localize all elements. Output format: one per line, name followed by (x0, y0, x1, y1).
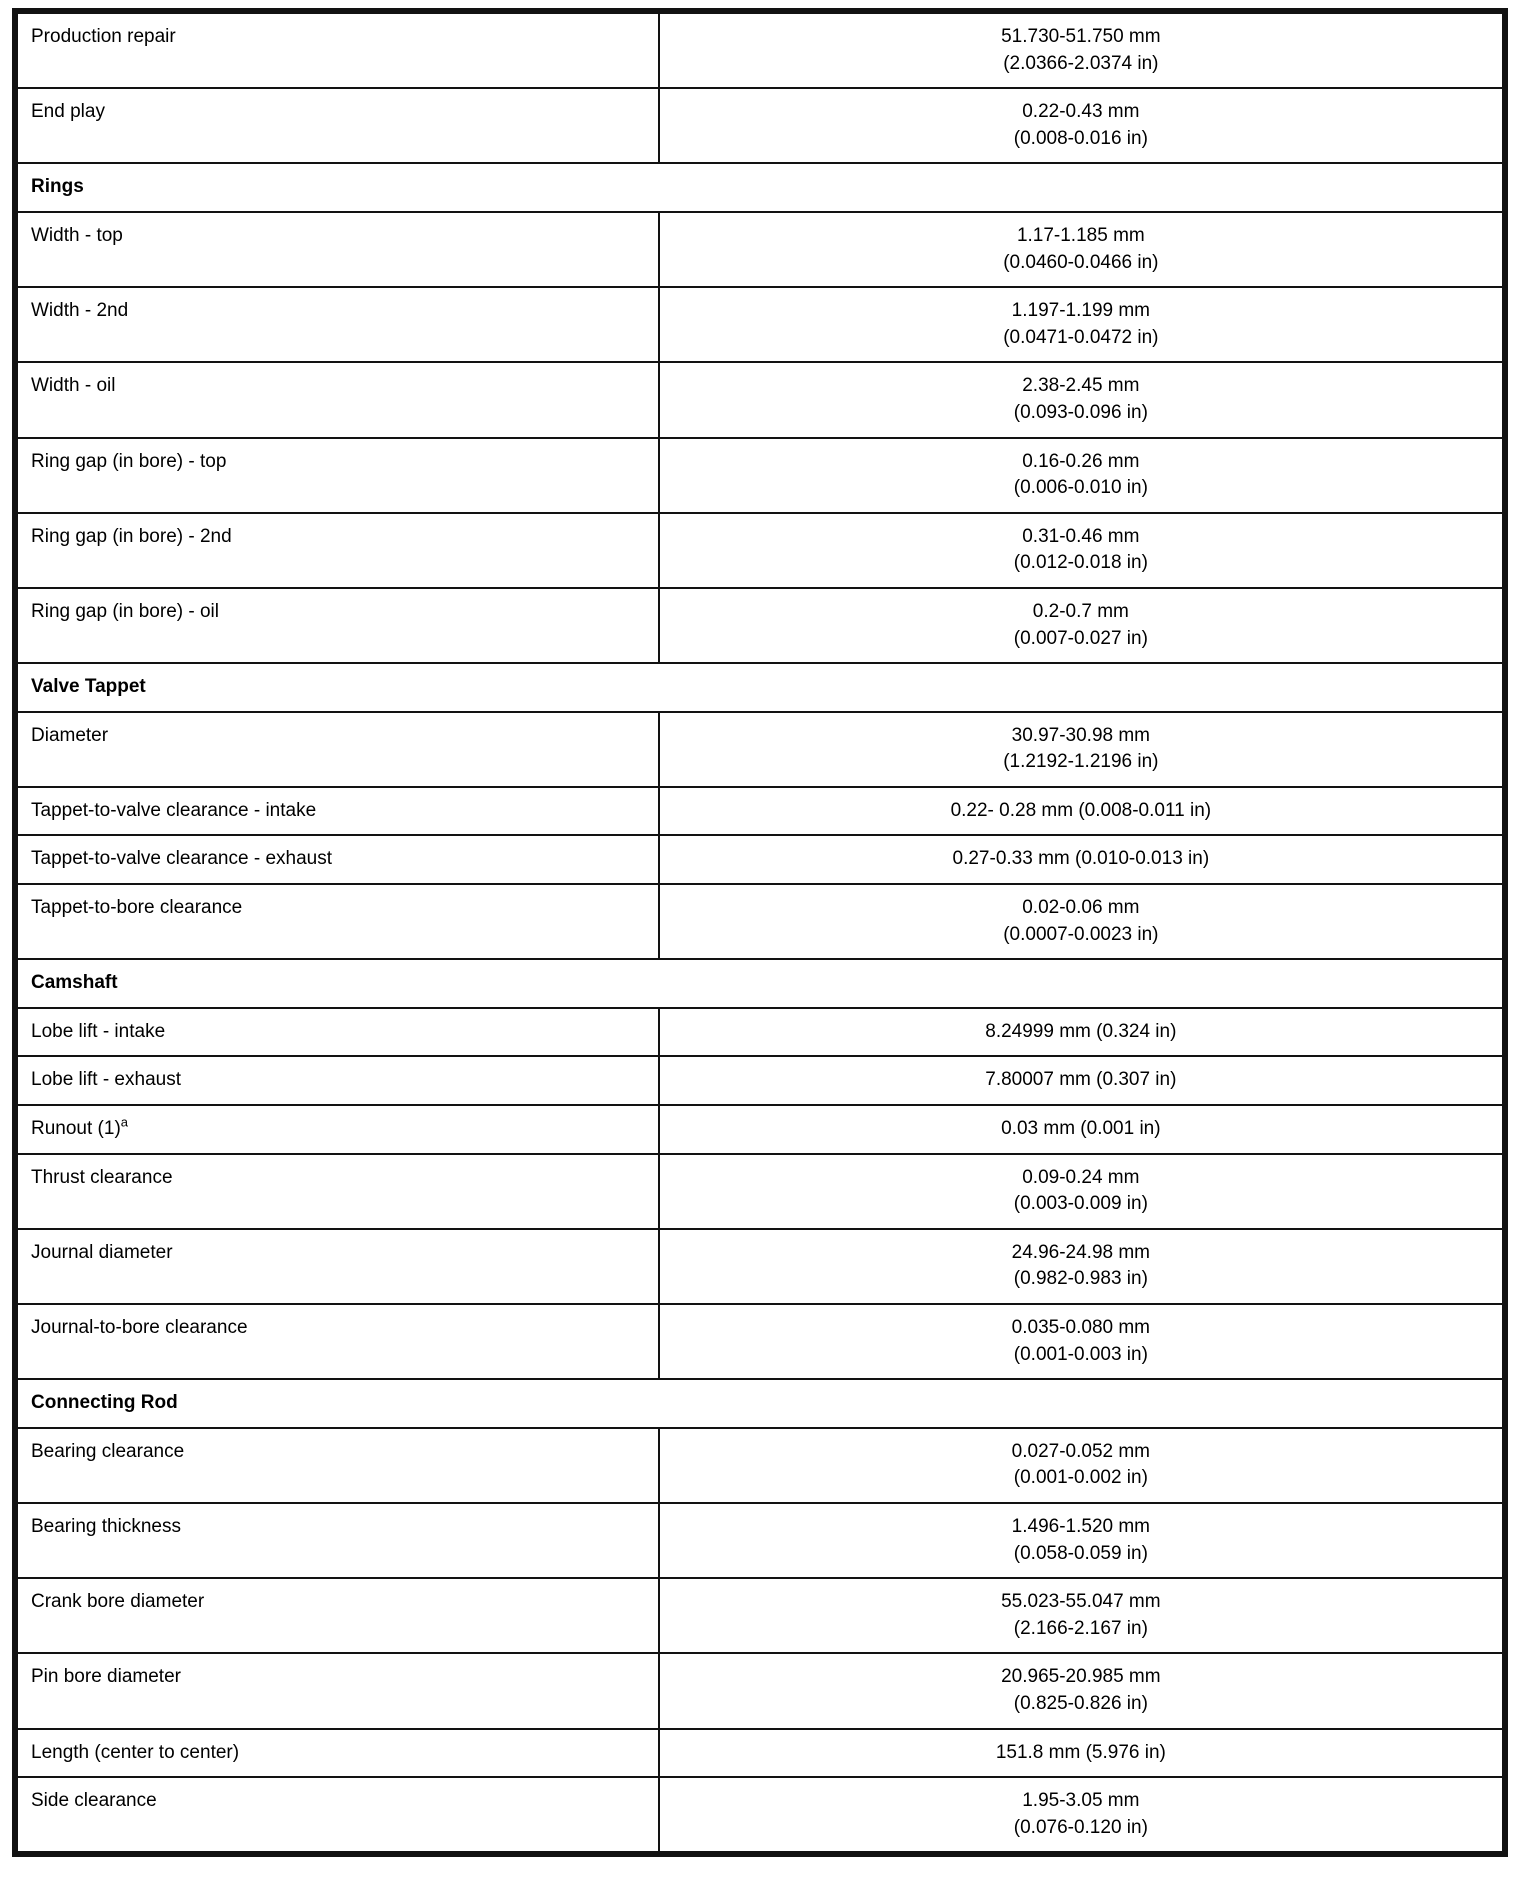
spec-value: 8.24999 mm (0.324 in) (659, 1008, 1503, 1057)
spec-value: 0.09-0.24 mm (0.003-0.009 in) (659, 1154, 1503, 1229)
spec-label: Production repair (17, 13, 659, 88)
spec-value: 51.730-51.750 mm (2.0366-2.0374 in) (659, 13, 1503, 88)
spec-value: 0.16-0.26 mm (0.006-0.010 in) (659, 438, 1503, 513)
table-row (17, 712, 1503, 787)
spec-label: Lobe lift - exhaust (17, 1056, 659, 1105)
table-row (17, 787, 1503, 836)
table-row (17, 88, 1503, 163)
spec-label: Journal diameter (17, 1229, 659, 1304)
section-title: Valve Tappet (17, 663, 1503, 712)
spec-label: Width - 2nd (17, 287, 659, 362)
spec-label: End play (17, 88, 659, 163)
spec-label: Ring gap (in bore) - oil (17, 588, 659, 663)
spec-value: 1.17-1.185 mm (0.0460-0.0466 in) (659, 212, 1503, 287)
spec-value: 0.035-0.080 mm (0.001-0.003 in) (659, 1304, 1503, 1379)
spec-value: 1.95-3.05 mm (0.076-0.120 in) (659, 1777, 1503, 1852)
spec-value: 20.965-20.985 mm (0.825-0.826 in) (659, 1653, 1503, 1728)
spec-label: Width - top (17, 212, 659, 287)
table-row (17, 588, 1503, 663)
spec-label: Length (center to center) (17, 1729, 659, 1778)
spec-label: Diameter (17, 712, 659, 787)
table-row (17, 1229, 1503, 1304)
spec-label: Ring gap (in bore) - top (17, 438, 659, 513)
table-row (17, 1653, 1503, 1728)
table-row (17, 1304, 1503, 1379)
spec-label: Tappet-to-valve clearance - exhaust (17, 835, 659, 884)
spec-label: Side clearance (17, 1777, 659, 1852)
table-row (17, 362, 1503, 437)
spec-value: 0.27-0.33 mm (0.010-0.013 in) (659, 835, 1503, 884)
table-row (17, 438, 1503, 513)
spec-value: 7.80007 mm (0.307 in) (659, 1056, 1503, 1105)
table-row (17, 884, 1503, 959)
spec-value: 30.97-30.98 mm (1.2192-1.2196 in) (659, 712, 1503, 787)
table-row (17, 287, 1503, 362)
spec-value: 1.197-1.199 mm (0.0471-0.0472 in) (659, 287, 1503, 362)
engine-specifications-table (16, 12, 1504, 1853)
spec-label: Width - oil (17, 362, 659, 437)
table-row (17, 513, 1503, 588)
spec-label: Bearing thickness (17, 1503, 659, 1578)
spec-label: Crank bore diameter (17, 1578, 659, 1653)
spec-value: 2.38-2.45 mm (0.093-0.096 in) (659, 362, 1503, 437)
spec-label: Thrust clearance (17, 1154, 659, 1229)
spec-label: Bearing clearance (17, 1428, 659, 1503)
spec-value: 1.496-1.520 mm (0.058-0.059 in) (659, 1503, 1503, 1578)
table-row (17, 1105, 1503, 1154)
section-row (17, 663, 1503, 712)
footnote-marker: a (120, 1114, 129, 1130)
spec-value: 24.96-24.98 mm (0.982-0.983 in) (659, 1229, 1503, 1304)
spec-value: 0.027-0.052 mm (0.001-0.002 in) (659, 1428, 1503, 1503)
spec-value: 55.023-55.047 mm (2.166-2.167 in) (659, 1578, 1503, 1653)
spec-label: Ring gap (in bore) - 2nd (17, 513, 659, 588)
table-row (17, 1503, 1503, 1578)
spec-value: 0.31-0.46 mm (0.012-0.018 in) (659, 513, 1503, 588)
spec-label: Tappet-to-valve clearance - intake (17, 787, 659, 836)
table-row (17, 212, 1503, 287)
spec-label: Pin bore diameter (17, 1653, 659, 1728)
spec-value: 151.8 mm (5.976 in) (659, 1729, 1503, 1778)
spec-value: 0.22- 0.28 mm (0.008-0.011 in) (659, 787, 1503, 836)
spec-value: 0.2-0.7 mm (0.007-0.027 in) (659, 588, 1503, 663)
section-row (17, 959, 1503, 1008)
section-row (17, 1379, 1503, 1428)
table-row (17, 1578, 1503, 1653)
table-row (17, 835, 1503, 884)
section-row (17, 163, 1503, 212)
table-row (17, 1428, 1503, 1503)
table-row (17, 13, 1503, 88)
section-title: Camshaft (17, 959, 1503, 1008)
engine-specifications-table-container (12, 8, 1508, 1857)
table-row (17, 1729, 1503, 1778)
table-row (17, 1777, 1503, 1852)
spec-value: 0.22-0.43 mm (0.008-0.016 in) (659, 88, 1503, 163)
spec-label: Runout (1)$^a$ (17, 1105, 659, 1154)
spec-value: 0.02-0.06 mm (0.0007-0.0023 in) (659, 884, 1503, 959)
spec-value: 0.03 mm (0.001 in) (659, 1105, 1503, 1154)
table-row (17, 1154, 1503, 1229)
section-title: Rings (17, 163, 1503, 212)
table-row (17, 1008, 1503, 1057)
spec-table-body (17, 13, 1503, 1852)
spec-label: Lobe lift - intake (17, 1008, 659, 1057)
spec-label: Tappet-to-bore clearance (17, 884, 659, 959)
spec-label: Journal-to-bore clearance (17, 1304, 659, 1379)
table-row (17, 1056, 1503, 1105)
section-title: Connecting Rod (17, 1379, 1503, 1428)
